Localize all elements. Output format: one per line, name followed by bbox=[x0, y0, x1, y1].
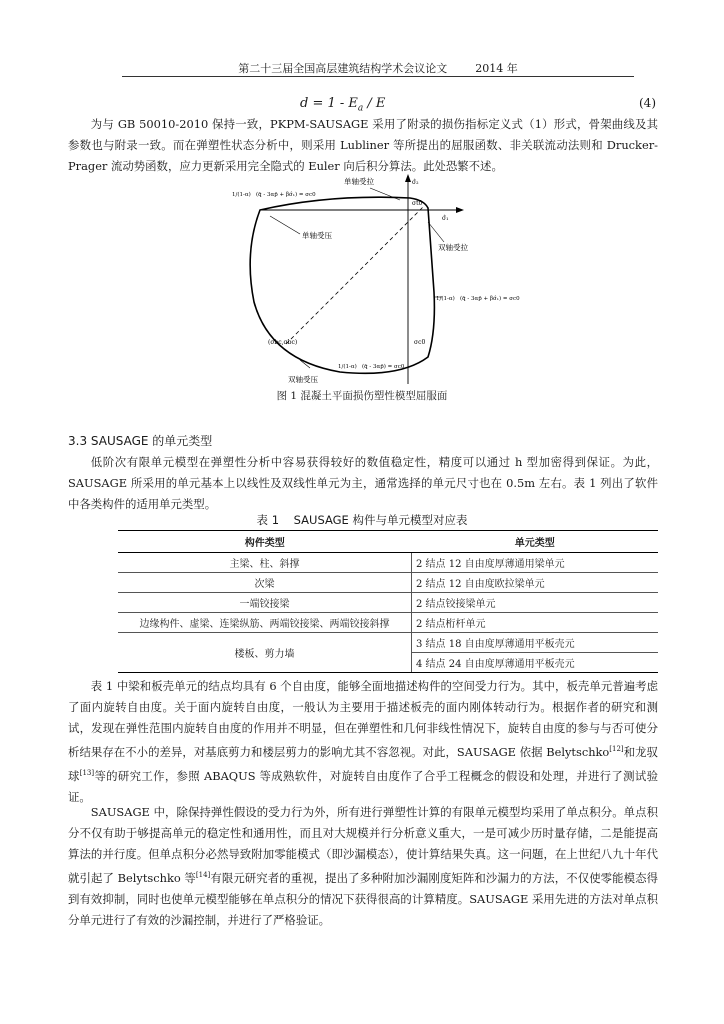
formula-right-prefix: 1/(1-α) bbox=[436, 296, 455, 302]
figure-caption: 图 1 混凝土平面损伤塑性模型屈服面 bbox=[276, 390, 448, 402]
vertical-axis-arrow-icon bbox=[405, 174, 411, 182]
equation-number: (4) bbox=[639, 96, 656, 110]
citation-14: [14] bbox=[195, 871, 211, 879]
point-c0-label: σc0 bbox=[414, 339, 426, 346]
table-row bbox=[118, 613, 658, 633]
paragraph-1-text: 为与 GB 50010-2010 保持一致，PKPM-SAUSAGE 采用了附录的损伤指标定义式（1）形式，骨架曲线及其参数也与附录一致。而在弹塑性状态分析中，则采用 Lubliner 等所提出的屈服函数、非关联流动法则和 Drucker-Prager 流动势函数，应力更新采用完全隐式的 Euler 向后积分算法。此处恐繁不述。 bbox=[68, 117, 658, 173]
table-cell: 主梁、柱、斜撑 bbox=[118, 553, 412, 573]
table-cell: 3 结点 18 自由度厚薄通用平板壳元 bbox=[412, 633, 659, 653]
citation-12: [12] bbox=[609, 745, 624, 753]
table-title: 表 1 SAUSAGE 构件与单元模型对应表 bbox=[256, 513, 468, 527]
axis-s1-label: σ̂₁ bbox=[442, 215, 449, 222]
diagonal-line bbox=[286, 206, 424, 344]
paragraph-2-text: 低阶次有限单元模型在弹塑性分析中容易获得较好的数值稳定性，精度可以通过 h 型加密得到保证。为此，SAUSAGE 所采用的单元基本上以线性及双线性单元为主，通常选择的单元尺寸也在 0.5m 左右。表 1 列出了软件中各类构件的适用单元类型。 bbox=[68, 455, 658, 511]
paragraph-4 bbox=[68, 802, 658, 931]
formula-right: (q̄ - 3αp̄ + βσ̂₁) = σc0 bbox=[460, 296, 520, 302]
section-heading: 3.3 SAUSAGE 的单元类型 bbox=[68, 434, 213, 448]
running-header: 第二十三届全国高层建筑结构学术会议论文 2014 年 bbox=[238, 62, 518, 75]
paragraph-3-text-c: 等的研究工作，参照 ABAQUS 等成熟软件，对旋转自由度作了合乎工程概念的假设和处理，并进行了测试验证。 bbox=[68, 768, 658, 804]
paragraph-4-text-b: 有限元研究者的重视，提出了多种附加沙漏刚度矩阵和沙漏力的方法，不仅使零能模态得到有效抑制，同时也使单元模型能够在单点积分的情况下获得很高的计算精度。SAUSAGE 采用先进的方法对单点积分单元进行了有效的沙漏控制，并进行了严格验证。 bbox=[68, 870, 658, 927]
axis-s2-label: σ̂₂ bbox=[412, 179, 419, 186]
formula-bottom-prefix: 1/(1-α) bbox=[338, 364, 357, 370]
label-uniaxial-compression: 单轴受压 bbox=[302, 231, 332, 240]
paragraph-3-text-b: 和龙驭球 bbox=[68, 744, 658, 783]
leader-uniaxial-tension bbox=[370, 188, 400, 200]
table-cell: 2 结点 12 自由度厚薄通用梁单元 bbox=[412, 553, 659, 573]
table-cell: 次梁 bbox=[118, 573, 412, 593]
leader-uniaxial-compression bbox=[270, 216, 300, 234]
table-row bbox=[118, 573, 658, 593]
label-biaxial-tension: 双轴受拉 bbox=[438, 243, 468, 252]
table-row bbox=[118, 553, 658, 573]
table-cell: 边缘构件、虚梁、连梁纵筋、两端铰接梁、两端铰接斜撑 bbox=[118, 613, 412, 633]
table-row bbox=[118, 593, 658, 613]
paragraph-3 bbox=[68, 676, 658, 808]
element-type-table bbox=[118, 530, 658, 673]
table-header-row bbox=[118, 531, 658, 553]
equation-subscript: a bbox=[357, 103, 364, 114]
formula-top-prefix: 1/(1-α) bbox=[232, 192, 251, 198]
yield-surface-figure bbox=[230, 172, 520, 392]
table-cell: 一端铰接梁 bbox=[118, 593, 412, 613]
equation-4 bbox=[300, 96, 385, 114]
column-header-element: 单元类型 bbox=[412, 531, 659, 553]
equation-lhs: d = 1 - E bbox=[300, 96, 358, 111]
equation-rhs: / E bbox=[363, 96, 386, 111]
table-cell: 2 结点桁杆单元 bbox=[412, 613, 659, 633]
horizontal-axis-arrow-icon bbox=[456, 207, 464, 213]
paragraph-2 bbox=[68, 452, 658, 515]
table-row bbox=[118, 633, 658, 653]
table-cell: 2 结点 12 自由度欧拉梁单元 bbox=[412, 573, 659, 593]
citation-13: [13] bbox=[79, 768, 95, 777]
paragraph-1 bbox=[68, 114, 658, 177]
point-t0-label: σt0 bbox=[412, 200, 423, 207]
formula-top: (q̄ - 3αp̄ + βσ̂₁) = σc0 bbox=[256, 192, 316, 198]
formula-bottom: (q̄ - 3αp̄) = σc0 bbox=[362, 364, 405, 370]
column-header-component: 构件类型 bbox=[118, 531, 412, 553]
table-cell: 2 结点铰接梁单元 bbox=[412, 593, 659, 613]
header-rule bbox=[122, 76, 634, 77]
table-cell: 4 结点 24 自由度厚薄通用平板壳元 bbox=[412, 653, 659, 673]
label-biaxial-compression: 双轴受压 bbox=[288, 375, 318, 384]
point-bc-label: (σbc,σbc) bbox=[268, 339, 298, 346]
table-cell-merged: 楼板、剪力墙 bbox=[118, 633, 412, 673]
paragraph-3-text-a: 表 1 中梁和板壳单元的结点均具有 6 个自由度，能够全面地描述构件的空间受力行为。其中，板壳单元普遍考虑了面内旋转自由度。关于面内旋转自由度，一般认为主要用于描述板壳的面内刚体转动行为。根据作者的研究和测试，发现在弹性范围内旋转自由度的作用并不明显，但在弹塑性和几何非线性情况下，旋转自由度的参与与否可使分析结果存在不小的差异，对基底剪力和楼层剪力的影响尤其不容忽视。对此，SAUSAGE 依据 Belytschko bbox=[68, 679, 658, 759]
label-uniaxial-tension: 单轴受拉 bbox=[344, 177, 374, 186]
paragraph-4-text-a: SAUSAGE 中，除保持弹性假设的受力行为外，所有进行弹塑性计算的有限单元模型均采用了单点积分。单点积分不仅有助于够提高单元的稳定性和通用性，而且对大规模并行分析意义重大，一是可减少历时量存储，二是能提高算法的并行度。但单点积分必然导致附加零能模式（即沙漏模态），使计算结果失真。这一问题，在上世纪八九十年代就引起了 Belytschko 等 bbox=[68, 805, 658, 885]
